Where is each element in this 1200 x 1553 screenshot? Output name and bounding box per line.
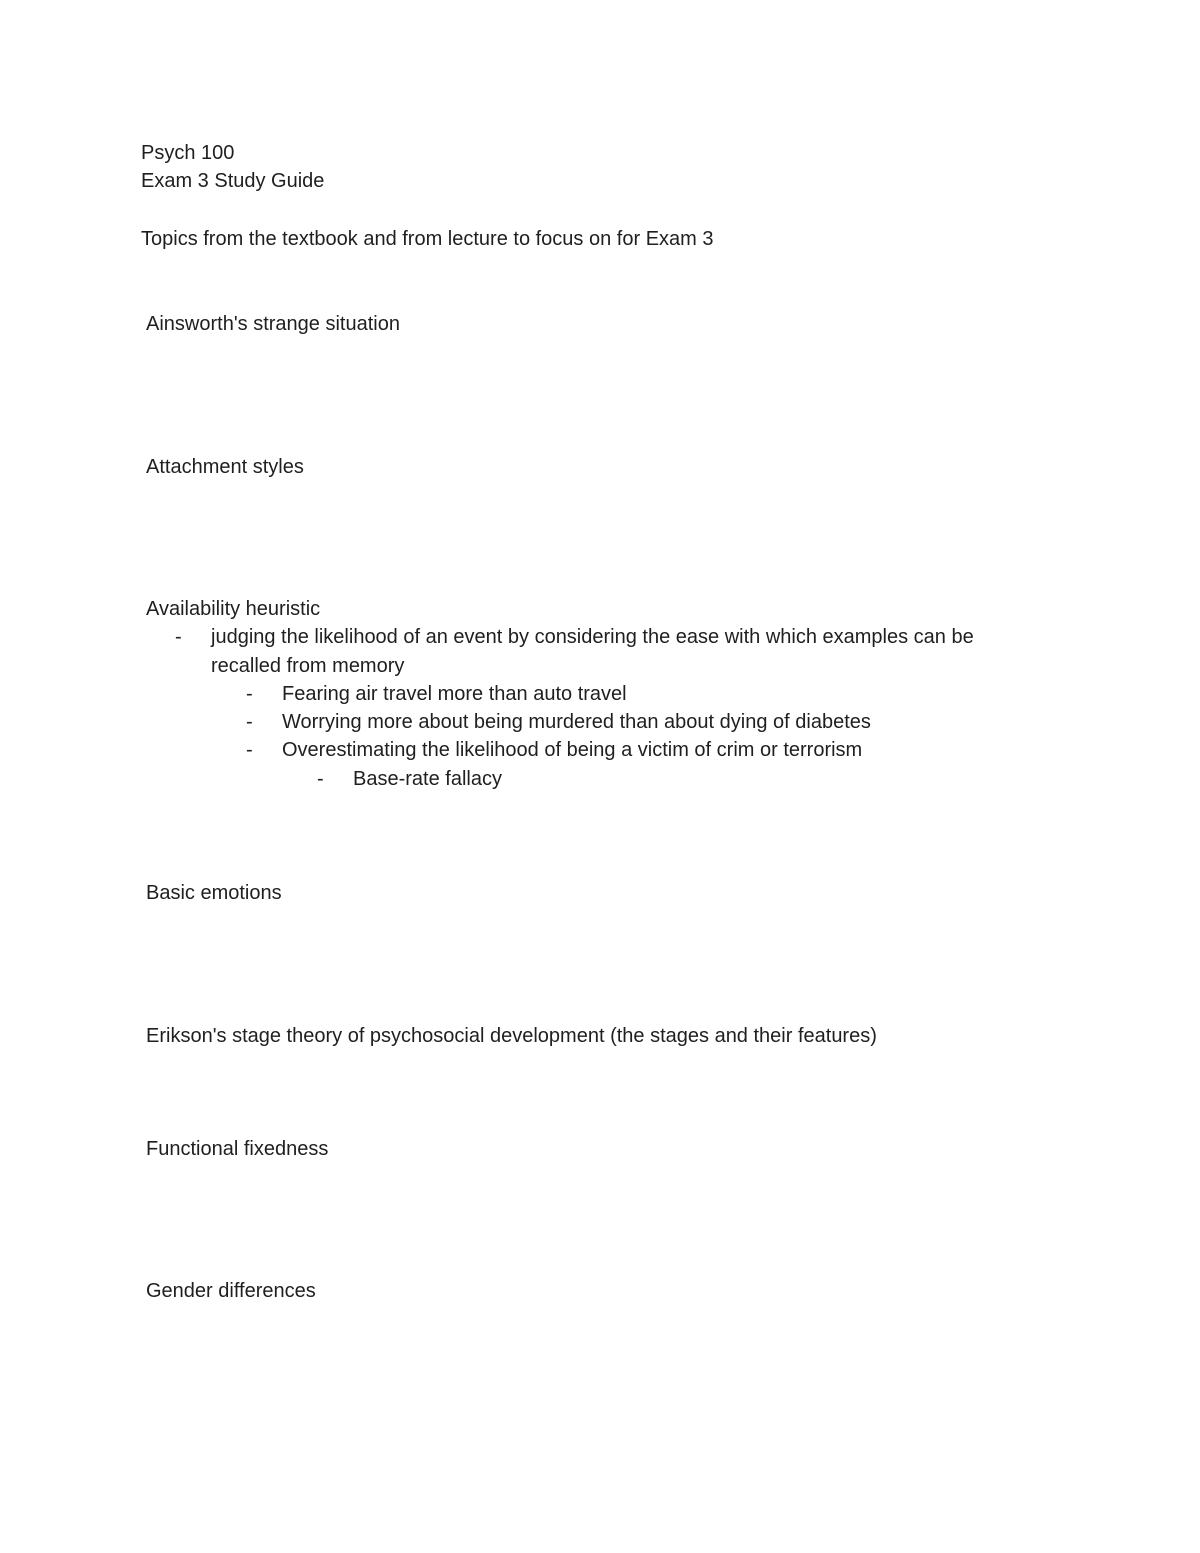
topic-ainsworth: Ainsworth's strange situation — [146, 313, 400, 335]
document-subtitle: Exam 3 Study Guide — [141, 170, 325, 192]
course-title: Psych 100 — [141, 142, 235, 164]
definition-line-1: judging the likelihood of an event by considering the ease with which examples can be — [211, 626, 974, 648]
topic-erikson: Erikson's stage theory of psychosocial development (the stages and their features) — [146, 1025, 877, 1047]
bullet-dash: - — [246, 711, 253, 733]
topic-attachment-styles: Attachment styles — [146, 456, 304, 478]
bullet-dash: - — [175, 626, 182, 648]
intro-text: Topics from the textbook and from lecture to focus on for Exam 3 — [141, 228, 714, 250]
definition-line-2: recalled from memory — [211, 655, 405, 677]
sub-example-item: Base-rate fallacy — [353, 768, 502, 790]
example-item: Worrying more about being murdered than about dying of diabetes — [282, 711, 871, 733]
bullet-dash: - — [317, 768, 324, 790]
topic-gender-differences: Gender differences — [146, 1280, 316, 1302]
example-item: Fearing air travel more than auto travel — [282, 683, 627, 705]
bullet-dash: - — [246, 683, 253, 705]
topic-basic-emotions: Basic emotions — [146, 882, 282, 904]
bullet-dash: - — [246, 739, 253, 761]
example-item: Overestimating the likelihood of being a victim of crim or terrorism — [282, 739, 863, 761]
topic-availability-heuristic: Availability heuristic — [146, 598, 321, 620]
topic-functional-fixedness: Functional fixedness — [146, 1138, 329, 1160]
